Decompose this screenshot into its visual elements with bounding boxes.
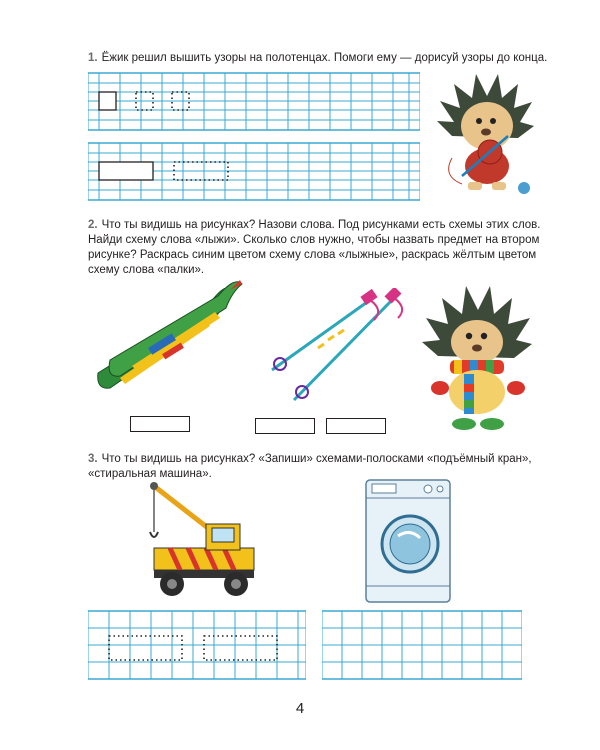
task-2-number: 2. <box>88 219 98 231</box>
towel-grid-1[interactable] <box>88 70 420 134</box>
answer-grid-washing-machine[interactable] <box>322 608 522 682</box>
task-2-line-3: рисунке? Раскрась синим цветом схему слова «лыжные», раскрась жёлтым цветом <box>88 249 537 261</box>
task-1-number: 1. <box>88 52 98 64</box>
scheme-box-poles-1[interactable] <box>255 418 315 434</box>
ski-poles-icon <box>258 288 413 413</box>
task-3-line-1: 3. Что ты видишь на рисунках? «Запиши» схемами-полосками «подъёмный кран», <box>88 453 532 465</box>
crane-truck-icon <box>140 480 265 602</box>
task-1 <box>88 51 548 66</box>
task-3-line-2: «стиральная машина». <box>88 468 212 480</box>
task-1-text: 1. Ёжик решил вышить узоры на полотенцах. Помоги ему — дорисуй узоры до конца. <box>88 52 548 64</box>
towel-grid-2[interactable] <box>88 140 420 204</box>
task-2 <box>88 218 548 278</box>
task-3-number: 3. <box>88 453 98 465</box>
scheme-box-poles-2[interactable] <box>326 418 386 434</box>
washing-machine-icon <box>362 478 454 606</box>
task-2-line-2: Найди схему слова «лыжи». Сколько слов нужно, чтобы назвать предмет на втором <box>88 234 540 246</box>
hedgehog-scarf-icon <box>420 276 535 436</box>
task-2-line-4: схему слова «палки». <box>88 264 205 276</box>
task-2-line-1: 2. Что ты видишь на рисунках? Назови слова. Под рисунками есть схемы этих слов. <box>88 219 541 231</box>
hedgehog-knitting-icon <box>432 66 537 196</box>
skis-icon <box>90 278 250 393</box>
scheme-box-skis[interactable] <box>130 416 190 432</box>
task-3 <box>88 452 548 482</box>
page-number: 4 <box>295 700 305 717</box>
answer-grid-crane[interactable] <box>88 608 306 682</box>
